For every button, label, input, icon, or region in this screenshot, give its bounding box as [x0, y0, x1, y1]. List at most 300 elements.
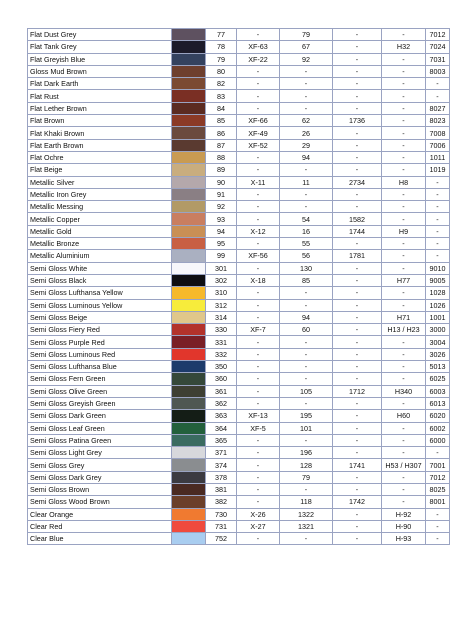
paint-name: Flat Tank Grey	[28, 41, 172, 53]
code-number: 85	[206, 115, 237, 127]
color-swatch	[172, 102, 206, 114]
paint-name: Flat Earth Brown	[28, 139, 172, 151]
color-swatch	[172, 471, 206, 483]
paint-name: Metallic Silver	[28, 176, 172, 188]
color-swatch	[172, 238, 206, 250]
table-row	[28, 348, 450, 360]
testors-code: -	[333, 41, 382, 53]
code-number: 331	[206, 336, 237, 348]
code-number: 88	[206, 151, 237, 163]
ral-code: -	[426, 447, 450, 459]
testors-code: 1744	[333, 225, 382, 237]
tamiya-code: XF-22	[237, 53, 280, 65]
table-row	[28, 115, 450, 127]
tamiya-code: -	[237, 90, 280, 102]
gunze-code: -	[382, 361, 426, 373]
table-row	[28, 41, 450, 53]
code-number: 94	[206, 225, 237, 237]
code-number: 371	[206, 447, 237, 459]
ral-code: -	[426, 533, 450, 545]
humbrol-code: -	[280, 348, 333, 360]
tamiya-code: -	[237, 373, 280, 385]
humbrol-code: 62	[280, 115, 333, 127]
gunze-code: H13 / H23	[382, 324, 426, 336]
paint-name: Metallic Messing	[28, 201, 172, 213]
paint-name: Semi Gloss Fern Green	[28, 373, 172, 385]
ral-code: 6003	[426, 385, 450, 397]
code-number: 91	[206, 188, 237, 200]
testors-code: 1781	[333, 250, 382, 262]
ral-code: -	[426, 250, 450, 262]
tamiya-code: -	[237, 397, 280, 409]
paint-name: Semi Gloss Brown	[28, 483, 172, 495]
humbrol-code: 94	[280, 151, 333, 163]
color-swatch	[172, 90, 206, 102]
ral-code: 3000	[426, 324, 450, 336]
paint-name: Semi Gloss Greyish Green	[28, 397, 172, 409]
humbrol-code: -	[280, 397, 333, 409]
testors-code: -	[333, 65, 382, 77]
table-row	[28, 299, 450, 311]
gunze-code: -	[382, 336, 426, 348]
humbrol-code: -	[280, 78, 333, 90]
tamiya-code: X-26	[237, 508, 280, 520]
humbrol-code: -	[280, 336, 333, 348]
ral-code: 8001	[426, 496, 450, 508]
code-number: 83	[206, 90, 237, 102]
code-number: 82	[206, 78, 237, 90]
code-number: 93	[206, 213, 237, 225]
tamiya-code: -	[237, 471, 280, 483]
paint-name: Semi Gloss Lufthansa Blue	[28, 361, 172, 373]
tamiya-code: -	[237, 262, 280, 274]
tamiya-code: X-27	[237, 520, 280, 532]
table-row	[28, 447, 450, 459]
ral-code: 7008	[426, 127, 450, 139]
code-number: 752	[206, 533, 237, 545]
humbrol-code: 16	[280, 225, 333, 237]
tamiya-code: -	[237, 361, 280, 373]
testors-code: -	[333, 238, 382, 250]
paint-name: Metallic Bronze	[28, 238, 172, 250]
color-swatch	[172, 385, 206, 397]
table-row	[28, 127, 450, 139]
testors-code: -	[333, 434, 382, 446]
testors-code: -	[333, 483, 382, 495]
color-swatch	[172, 447, 206, 459]
testors-code: -	[333, 262, 382, 274]
color-swatch	[172, 201, 206, 213]
testors-code: -	[333, 471, 382, 483]
color-swatch	[172, 508, 206, 520]
paint-name: Flat Lether Brown	[28, 102, 172, 114]
humbrol-code: -	[280, 90, 333, 102]
color-swatch	[172, 41, 206, 53]
testors-code: -	[333, 29, 382, 41]
code-number: 361	[206, 385, 237, 397]
humbrol-code: -	[280, 434, 333, 446]
paint-name: Flat Dark Earth	[28, 78, 172, 90]
table-row	[28, 164, 450, 176]
color-swatch	[172, 336, 206, 348]
gunze-code: -	[382, 373, 426, 385]
paint-name: Flat Brown	[28, 115, 172, 127]
tamiya-code: -	[237, 434, 280, 446]
ral-code: -	[426, 520, 450, 532]
color-swatch	[172, 311, 206, 323]
code-number: 731	[206, 520, 237, 532]
ral-code: 7024	[426, 41, 450, 53]
testors-code: -	[333, 139, 382, 151]
ral-code: 9010	[426, 262, 450, 274]
humbrol-code: 55	[280, 238, 333, 250]
testors-code: -	[333, 336, 382, 348]
humbrol-code: 105	[280, 385, 333, 397]
testors-code: 1736	[333, 115, 382, 127]
ral-code: 7006	[426, 139, 450, 151]
code-number: 378	[206, 471, 237, 483]
tamiya-code: -	[237, 385, 280, 397]
gunze-code: H9	[382, 225, 426, 237]
humbrol-code: 11	[280, 176, 333, 188]
color-swatch	[172, 434, 206, 446]
color-swatch	[172, 250, 206, 262]
table-row	[28, 213, 450, 225]
testors-code: -	[333, 311, 382, 323]
table-row	[28, 471, 450, 483]
gunze-code: H340	[382, 385, 426, 397]
humbrol-code: 79	[280, 29, 333, 41]
humbrol-code: 118	[280, 496, 333, 508]
ral-code: -	[426, 508, 450, 520]
table-row	[28, 508, 450, 520]
humbrol-code: 26	[280, 127, 333, 139]
ral-code: 7012	[426, 29, 450, 41]
gunze-code: -	[382, 65, 426, 77]
testors-code: -	[333, 324, 382, 336]
gunze-code: H-92	[382, 508, 426, 520]
humbrol-code: 1321	[280, 520, 333, 532]
tamiya-code: -	[237, 348, 280, 360]
tamiya-code: -	[237, 287, 280, 299]
testors-code: -	[333, 520, 382, 532]
color-swatch	[172, 78, 206, 90]
ral-code: 7012	[426, 471, 450, 483]
humbrol-code: 196	[280, 447, 333, 459]
testors-code: -	[333, 102, 382, 114]
table-row	[28, 287, 450, 299]
table-row	[28, 324, 450, 336]
color-swatch	[172, 348, 206, 360]
humbrol-code: 1322	[280, 508, 333, 520]
tamiya-code: XF-52	[237, 139, 280, 151]
color-swatch	[172, 324, 206, 336]
paint-name: Semi Gloss Wood Brown	[28, 496, 172, 508]
ral-code: 5013	[426, 361, 450, 373]
gunze-code: -	[382, 139, 426, 151]
gunze-code: -	[382, 434, 426, 446]
humbrol-code: 94	[280, 311, 333, 323]
ral-code: 1019	[426, 164, 450, 176]
ral-code: 3004	[426, 336, 450, 348]
paint-name: Semi Gloss Fiery Red	[28, 324, 172, 336]
humbrol-code: -	[280, 361, 333, 373]
ral-code: 6025	[426, 373, 450, 385]
tamiya-code: -	[237, 164, 280, 176]
gunze-code: -	[382, 348, 426, 360]
code-number: 89	[206, 164, 237, 176]
code-number: 92	[206, 201, 237, 213]
table-row	[28, 434, 450, 446]
table-row	[28, 90, 450, 102]
ral-code: 1001	[426, 311, 450, 323]
ral-code: -	[426, 176, 450, 188]
paint-name: Semi Gloss Olive Green	[28, 385, 172, 397]
gunze-code: -	[382, 115, 426, 127]
table-row	[28, 496, 450, 508]
gunze-code: -	[382, 102, 426, 114]
code-number: 330	[206, 324, 237, 336]
code-number: 302	[206, 274, 237, 286]
code-number: 381	[206, 483, 237, 495]
humbrol-code: 195	[280, 410, 333, 422]
ral-code: 7001	[426, 459, 450, 471]
gunze-code: -	[382, 471, 426, 483]
gunze-code: H32	[382, 41, 426, 53]
code-number: 77	[206, 29, 237, 41]
color-swatch	[172, 225, 206, 237]
color-swatch	[172, 410, 206, 422]
gunze-code: -	[382, 287, 426, 299]
table-row	[28, 397, 450, 409]
gunze-code: H53 / H307	[382, 459, 426, 471]
gunze-code: -	[382, 53, 426, 65]
gunze-code: -	[382, 188, 426, 200]
tamiya-code: X-11	[237, 176, 280, 188]
code-number: 310	[206, 287, 237, 299]
paint-name: Semi Gloss Dark Green	[28, 410, 172, 422]
tamiya-code: -	[237, 311, 280, 323]
tamiya-code: -	[237, 201, 280, 213]
color-swatch	[172, 287, 206, 299]
ral-code: 7031	[426, 53, 450, 65]
table-row	[28, 262, 450, 274]
color-swatch	[172, 188, 206, 200]
gunze-code: -	[382, 238, 426, 250]
code-number: 84	[206, 102, 237, 114]
ral-code: 9005	[426, 274, 450, 286]
testors-code: -	[333, 299, 382, 311]
ral-code: 8027	[426, 102, 450, 114]
humbrol-code: -	[280, 65, 333, 77]
table-row	[28, 250, 450, 262]
code-number: 314	[206, 311, 237, 323]
code-number: 374	[206, 459, 237, 471]
gunze-code: -	[382, 483, 426, 495]
color-swatch	[172, 53, 206, 65]
code-number: 90	[206, 176, 237, 188]
color-swatch	[172, 397, 206, 409]
tamiya-code: -	[237, 299, 280, 311]
testors-code: -	[333, 397, 382, 409]
table-row	[28, 274, 450, 286]
gunze-code: H71	[382, 311, 426, 323]
color-swatch	[172, 213, 206, 225]
paint-name: Semi Gloss Luminous Red	[28, 348, 172, 360]
ral-code: -	[426, 90, 450, 102]
table-row	[28, 29, 450, 41]
paint-name: Metallic Copper	[28, 213, 172, 225]
code-number: 78	[206, 41, 237, 53]
tamiya-code: XF-66	[237, 115, 280, 127]
tamiya-code: XF-13	[237, 410, 280, 422]
table-row	[28, 225, 450, 237]
gunze-code: -	[382, 250, 426, 262]
tamiya-code: -	[237, 496, 280, 508]
gunze-code: -	[382, 164, 426, 176]
humbrol-code: -	[280, 201, 333, 213]
ral-code: 1028	[426, 287, 450, 299]
code-number: 350	[206, 361, 237, 373]
testors-code: -	[333, 274, 382, 286]
code-number: 79	[206, 53, 237, 65]
table-row	[28, 311, 450, 323]
color-swatch	[172, 176, 206, 188]
tamiya-code: XF-7	[237, 324, 280, 336]
humbrol-code: -	[280, 287, 333, 299]
humbrol-code: 60	[280, 324, 333, 336]
color-chart-body	[28, 29, 450, 545]
paint-name: Semi Gloss Lufthansa Yellow	[28, 287, 172, 299]
color-swatch	[172, 164, 206, 176]
humbrol-code: 128	[280, 459, 333, 471]
paint-name: Semi Gloss Leaf Green	[28, 422, 172, 434]
ral-code: 8023	[426, 115, 450, 127]
color-swatch	[172, 115, 206, 127]
gunze-code: -	[382, 447, 426, 459]
table-row	[28, 361, 450, 373]
humbrol-code: -	[280, 373, 333, 385]
testors-code: 2734	[333, 176, 382, 188]
testors-code: 1741	[333, 459, 382, 471]
tamiya-code: -	[237, 102, 280, 114]
color-swatch	[172, 520, 206, 532]
paint-name: Semi Gloss Patina Green	[28, 434, 172, 446]
gunze-code: H60	[382, 410, 426, 422]
table-row	[28, 422, 450, 434]
color-swatch	[172, 373, 206, 385]
testors-code: 1582	[333, 213, 382, 225]
testors-code: -	[333, 127, 382, 139]
paint-name: Semi Gloss Black	[28, 274, 172, 286]
humbrol-code: 101	[280, 422, 333, 434]
code-number: 301	[206, 262, 237, 274]
testors-code: -	[333, 508, 382, 520]
table-row	[28, 410, 450, 422]
paint-name: Semi Gloss Grey	[28, 459, 172, 471]
paint-name: Semi Gloss Beige	[28, 311, 172, 323]
table-row	[28, 483, 450, 495]
humbrol-code: 54	[280, 213, 333, 225]
testors-code: -	[333, 447, 382, 459]
ral-code: -	[426, 225, 450, 237]
table-row	[28, 188, 450, 200]
gunze-code: -	[382, 496, 426, 508]
code-number: 99	[206, 250, 237, 262]
testors-code: -	[333, 78, 382, 90]
code-number: 382	[206, 496, 237, 508]
ral-code: -	[426, 201, 450, 213]
tamiya-code: -	[237, 65, 280, 77]
gunze-code: H-93	[382, 533, 426, 545]
table-row	[28, 65, 450, 77]
color-swatch	[172, 299, 206, 311]
ral-code: -	[426, 188, 450, 200]
testors-code: -	[333, 533, 382, 545]
humbrol-code: 85	[280, 274, 333, 286]
code-number: 365	[206, 434, 237, 446]
gunze-code: -	[382, 78, 426, 90]
paint-name: Flat Beige	[28, 164, 172, 176]
paint-name: Semi Gloss Luminous Yellow	[28, 299, 172, 311]
color-swatch	[172, 139, 206, 151]
table-row	[28, 520, 450, 532]
tamiya-code: XF-49	[237, 127, 280, 139]
ral-code: -	[426, 238, 450, 250]
testors-code: -	[333, 373, 382, 385]
gunze-code: -	[382, 213, 426, 225]
code-number: 312	[206, 299, 237, 311]
humbrol-code: -	[280, 164, 333, 176]
humbrol-code: -	[280, 299, 333, 311]
paint-name: Semi Gloss White	[28, 262, 172, 274]
testors-code: -	[333, 90, 382, 102]
paint-name: Metallic Aluminium	[28, 250, 172, 262]
ral-code: -	[426, 213, 450, 225]
ral-code: 6000	[426, 434, 450, 446]
gunze-code: -	[382, 299, 426, 311]
testors-code: -	[333, 361, 382, 373]
paint-name: Clear Blue	[28, 533, 172, 545]
testors-code: -	[333, 53, 382, 65]
testors-code: -	[333, 201, 382, 213]
gunze-code: -	[382, 201, 426, 213]
gunze-code: H77	[382, 274, 426, 286]
tamiya-code: XF-5	[237, 422, 280, 434]
color-swatch	[172, 459, 206, 471]
table-row	[28, 336, 450, 348]
humbrol-code: -	[280, 483, 333, 495]
tamiya-code: -	[237, 483, 280, 495]
gunze-code: -	[382, 262, 426, 274]
table-row	[28, 201, 450, 213]
color-swatch	[172, 361, 206, 373]
tamiya-code: X-18	[237, 274, 280, 286]
table-row	[28, 238, 450, 250]
testors-code: -	[333, 422, 382, 434]
testors-code: -	[333, 410, 382, 422]
ral-code: 8003	[426, 65, 450, 77]
tamiya-code: -	[237, 447, 280, 459]
code-number: 362	[206, 397, 237, 409]
tamiya-code: -	[237, 29, 280, 41]
color-swatch	[172, 29, 206, 41]
color-swatch	[172, 274, 206, 286]
paint-name: Flat Rust	[28, 90, 172, 102]
ral-code: 3026	[426, 348, 450, 360]
humbrol-code: 130	[280, 262, 333, 274]
paint-name: Flat Khaki Brown	[28, 127, 172, 139]
